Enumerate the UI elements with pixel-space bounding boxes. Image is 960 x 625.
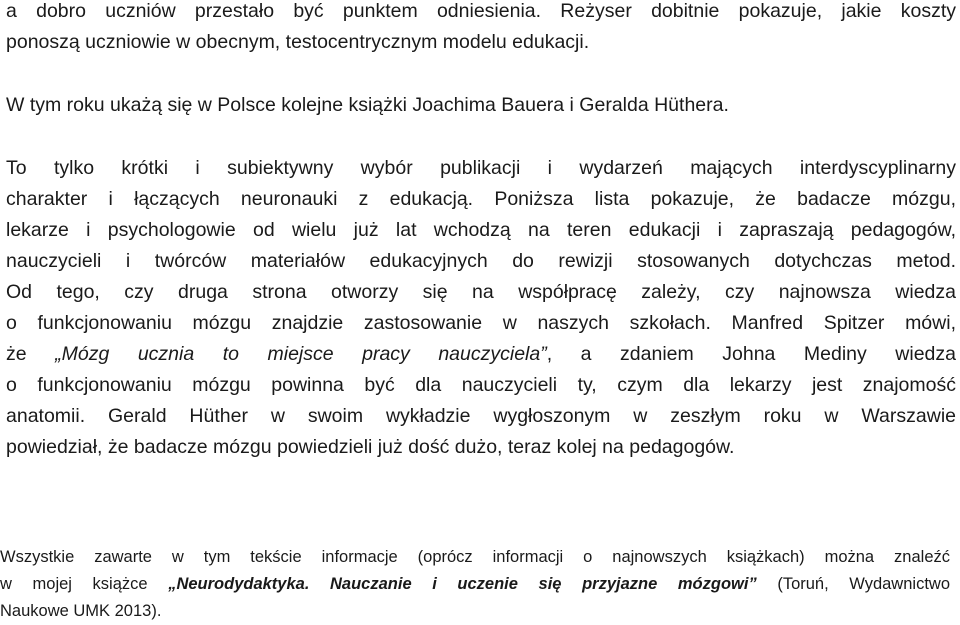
text-line: nauczycieli i twórców materiałów edukacyjnych do rewizji stosowanych dotychczas metod. [6, 250, 956, 272]
footnote-line-with-book [0, 571, 950, 598]
footnote-line: Wszystkie zawarte w tym tekście informacje (oprócz informacji o najnowszych książkach) można znaleźć [0, 548, 950, 566]
footnote-line: Naukowe UMK 2013). [0, 602, 162, 620]
text-line: charakter i łączących neuronauki z edukacją. Poniższa lista pokazuje, że badacze mózgu, [6, 188, 956, 210]
text-line: ponoszą uczniowie w obecnym, testocentrycznym modelu edukacji. [6, 31, 590, 53]
text-line: a dobro uczniów przestało być punktem odniesienia. Reżyser dobitnie pokazuje, jakie koszty [6, 0, 956, 22]
text-fragment: że [6, 343, 56, 365]
text-line-with-quote [6, 339, 956, 370]
text-fragment: (Toruń, Wydawnictwo [756, 575, 950, 593]
spitzer-quote: „Mózg ucznia to miejsce pracy nauczyciela” [55, 343, 547, 365]
text-line: o funkcjonowaniu mózgu powinna być dla nauczycieli ty, czym dla lekarzy jest znajomość [6, 374, 956, 396]
document-body [6, 0, 956, 463]
text-line: Od tego, czy druga strona otworzy się na współpracę zależy, czy najnowsza wiedza [6, 281, 956, 303]
text-line: To tylko krótki i subiektywny wybór publikacji i wydarzeń mających interdyscyplinarny [6, 157, 956, 179]
text-line: o funkcjonowaniu mózgu znajdzie zastosowanie w naszych szkołach. Manfred Spitzer mówi, [6, 312, 956, 334]
text-line: W tym roku ukażą się w Polsce kolejne książki Joachima Bauera i Geralda Hüthera. [6, 94, 729, 116]
text-line: powiedział, że badacze mózgu powiedzieli już dość dużo, teraz kolej na pedagogów. [6, 436, 735, 458]
paragraph-2 [6, 90, 956, 121]
text-line: anatomii. Gerald Hüther w swoim wykładzie wygłoszonym w zeszłym roku w Warszawie [6, 405, 956, 427]
footnote [0, 544, 950, 625]
book-title: „Neurodydaktyka. Nauczanie i uczenie się przyjazne mózgowi” [168, 575, 757, 593]
paragraph-3 [6, 153, 956, 463]
text-line: lekarze i psychologowie od wielu już lat wchodzą na teren edukacji i zapraszają pedagogów, [6, 219, 956, 241]
text-fragment: , a zdaniem Johna Mediny wiedza [546, 343, 956, 365]
paragraph-1 [6, 0, 956, 58]
text-fragment: w mojej książce [0, 575, 169, 593]
